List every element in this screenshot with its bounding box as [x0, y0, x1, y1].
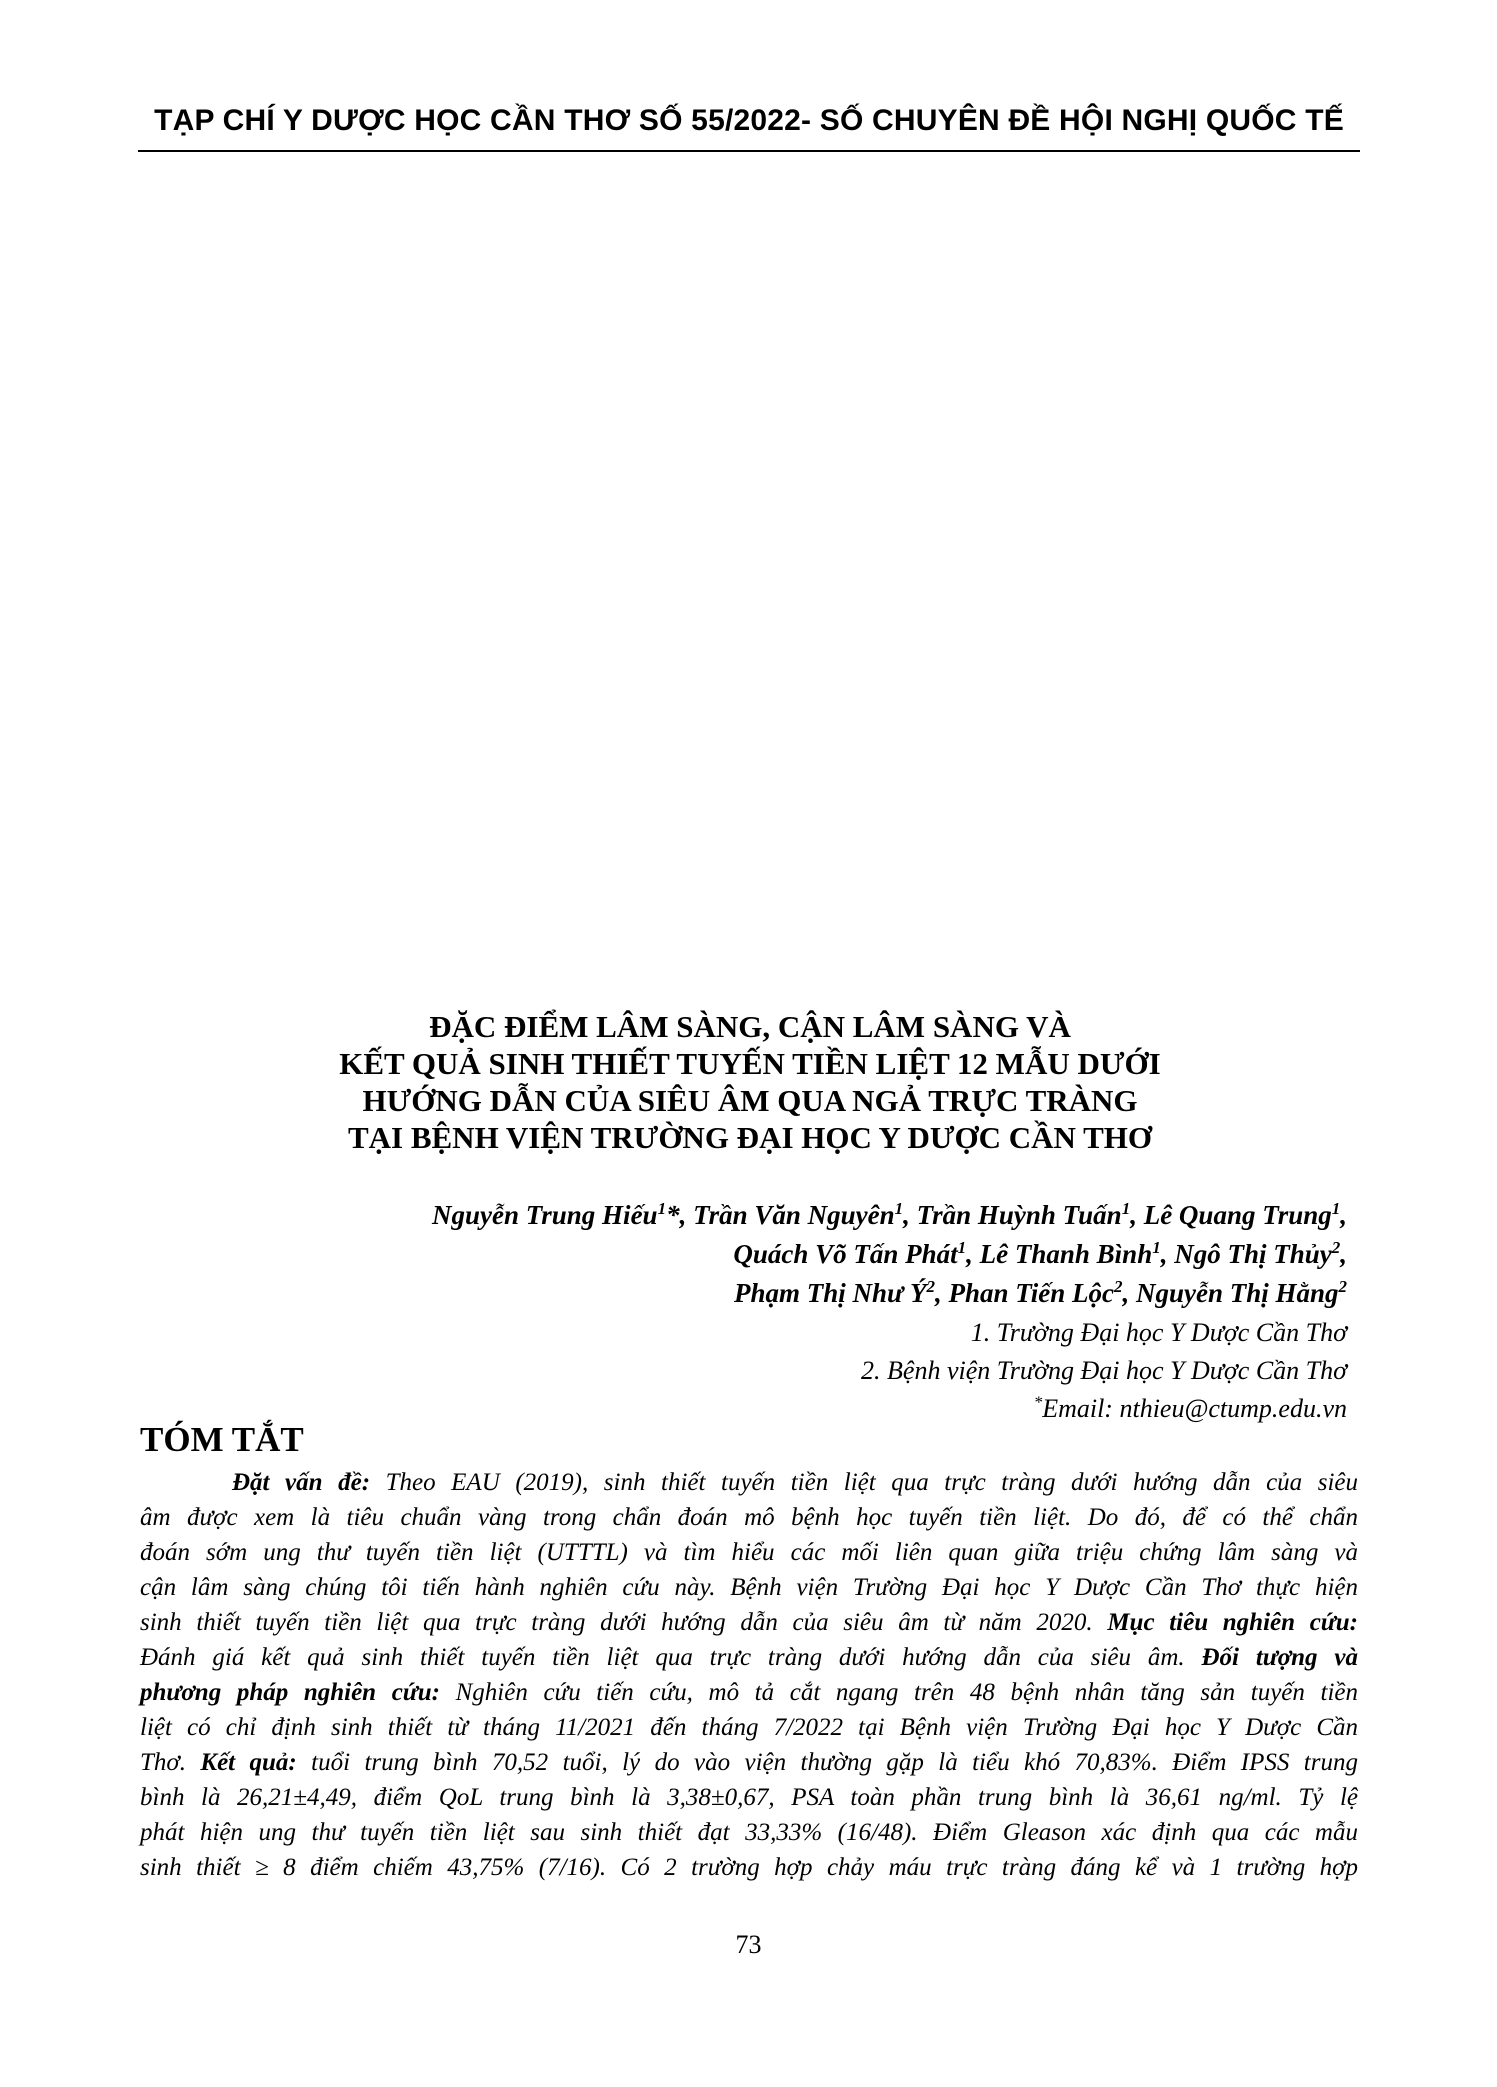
author-line: Quách Võ Tấn Phát$^1$, Lê Thanh Bình$^1$, Ngô Thị Thủy$^2$, [733, 1238, 1347, 1269]
abstract-heading: TÓM TẮT [140, 1420, 304, 1459]
abstract-line: cận lâm sàng chúng tôi tiến hành nghiên cứu này. Bệnh viện Trường Đại học Y Dược Cần Thơ thực hiện [140, 1574, 1358, 1601]
abstract-text: Thơ. [140, 1749, 201, 1776]
affiliation-index: 1 [1121, 1199, 1131, 1218]
abstract-line [140, 1465, 1358, 1500]
author-name: Nguyễn Trung Hiếu [432, 1200, 658, 1230]
corresponding-mark: * [1033, 1392, 1043, 1412]
affiliation-index: 2 [1338, 1277, 1347, 1296]
affiliation-index: 2 [1113, 1277, 1123, 1296]
abstract-text: tuổi trung bình 70,52 tuổi, lý do vào viện thường gặp là tiểu khó 70,83%. Điểm IPSS trung [296, 1749, 1358, 1776]
title-line: HƯỚNG DẪN CỦA SIÊU ÂM QUA NGẢ TRỰC TRÀNG [362, 1083, 1138, 1118]
abstract-line: phát hiện ung thư tuyến tiền liệt sau sinh thiết đạt 33,33% (16/48). Điểm Gleason xác định qua các mẫu [140, 1819, 1358, 1846]
abstract-line: bình là 26,21±4,49, điểm QoL trung bình là 3,38±0,67, PSA toàn phần trung bình là 36,61 ng/ml. Tỷ lệ [140, 1784, 1358, 1811]
affiliation-index: 1 [1152, 1238, 1161, 1257]
abstract-line [140, 1675, 1358, 1710]
affiliation-index: 2 [926, 1277, 935, 1296]
journal-running-header: TẠP CHÍ Y DƯỢC HỌC CẦN THƠ SỐ 55/2022- SỐ CHUYÊN ĐỀ HỘI NGHỊ QUỐC TẾ [154, 104, 1344, 137]
author-name: Ngô Thị Thủy [1174, 1239, 1332, 1269]
affiliation-index: 2 [1331, 1238, 1341, 1257]
abstract-line [140, 1640, 1358, 1675]
title-line: KẾT QUẢ SINH THIẾT TUYẾN TIỀN LIỆT 12 MẪU DƯỚI [339, 1046, 1161, 1081]
abstract-line [140, 1745, 1358, 1780]
affiliation-line: 1. Trường Đại học Y Dược Cần Thơ [970, 1318, 1347, 1347]
abstract-line: âm được xem là tiêu chuẩn vàng trong chẩn đoán mô bệnh học tuyến tiền liệt. Do đó, để có thể chẩn [140, 1504, 1358, 1531]
author-line: Nguyễn Trung Hiếu$^1$*, Trần Văn Nguyên$^1$, Trần Huỳnh Tuấn$^1$, Lê Quang Trung$^1$, [432, 1199, 1347, 1230]
author-list [247, 1196, 1347, 1313]
abstract-line [140, 1605, 1358, 1640]
abstract-line: sinh thiết ≥ 8 điểm chiếm 43,75% (7/16). Có 2 trường hợp chảy máu trực tràng đáng kể và 1 trường hợp [140, 1854, 1358, 1881]
affiliations [347, 1314, 1347, 1428]
author-name: Nguyễn Thị Hằng [1135, 1278, 1339, 1308]
author-line: Phạm Thị Như $Ý^2$, Phan Tiến Lộc$^2$, Nguyễn Thị Hằng$^2$ [734, 1277, 1347, 1308]
abstract-line: liệt có chỉ định sinh thiết từ tháng 11/2021 đến tháng 7/2022 tại Bệnh viện Trường Đại học Y Dược Cần [140, 1714, 1358, 1741]
affiliation-line: 2. Bệnh viện Trường Đại học Y Dược Cần Thơ [861, 1356, 1347, 1385]
abstract-line: đoán sớm ung thư tuyến tiền liệt (UTTTL) và tìm hiểu các mối liên quan giữa triệu chứng lâm sàng và [140, 1539, 1358, 1566]
abstract-text: Nghiên cứu tiến cứu, mô tả cắt ngang trên 48 bệnh nhân tăng sản tuyến tiền [440, 1679, 1358, 1706]
affiliation-index: 1 [657, 1199, 667, 1218]
header-divider [138, 150, 1360, 152]
page-number: 73 [735, 1930, 762, 1959]
corresponding-mark: * [666, 1200, 680, 1230]
author-name: Lê Thanh Bình [979, 1239, 1153, 1269]
abstract-text: sinh thiết tuyến tiền liệt qua trực tràng dưới hướng dẫn của siêu âm từ năm 2020. [140, 1609, 1108, 1636]
section-label: Mục tiêu nghiên cứu: [1107, 1609, 1358, 1636]
author-name: Quách Võ Tấn Phát [733, 1239, 958, 1269]
section-label: Đối tượng và [1201, 1644, 1358, 1671]
author-name: Lê Quang Trung [1143, 1200, 1332, 1230]
title-line: TẠI BỆNH VIỆN TRƯỜNG ĐẠI HỌC Y DƯỢC CẦN THƠ [347, 1120, 1153, 1155]
author-name: Phạm Thị Như Ý [734, 1278, 927, 1308]
abstract-body [140, 1465, 1358, 1885]
email-line [347, 1390, 1347, 1428]
email-address: Email: nthieu@ctump.edu.vn [1042, 1394, 1347, 1423]
author-name: Trần Huỳnh Tuấn [916, 1200, 1122, 1230]
article-title [150, 1008, 1350, 1156]
abstract-text: Theo EAU (2019), sinh thiết tuyến tiền liệt qua trực tràng dưới hướng dẫn của siêu [370, 1469, 1359, 1496]
section-label: Đặt vấn đề: [232, 1469, 371, 1496]
section-label: phương pháp nghiên cứu: [140, 1679, 441, 1706]
affiliation-index: 1 [894, 1199, 904, 1218]
author-name: Phan Tiến Lộc [948, 1278, 1114, 1308]
author-name: Trần Văn Nguyên [693, 1200, 895, 1230]
abstract-text: Đánh giá kết quả sinh thiết tuyến tiền liệt qua trực tràng dưới hướng dẫn của siêu âm. [140, 1644, 1202, 1671]
affiliation-index: 1 [1331, 1199, 1341, 1218]
title-line: ĐẶC ĐIỂM LÂM SÀNG, CẬN LÂM SÀNG VÀ [429, 1009, 1071, 1044]
affiliation-index: 1 [957, 1238, 967, 1257]
section-label: Kết quả: [200, 1749, 297, 1776]
